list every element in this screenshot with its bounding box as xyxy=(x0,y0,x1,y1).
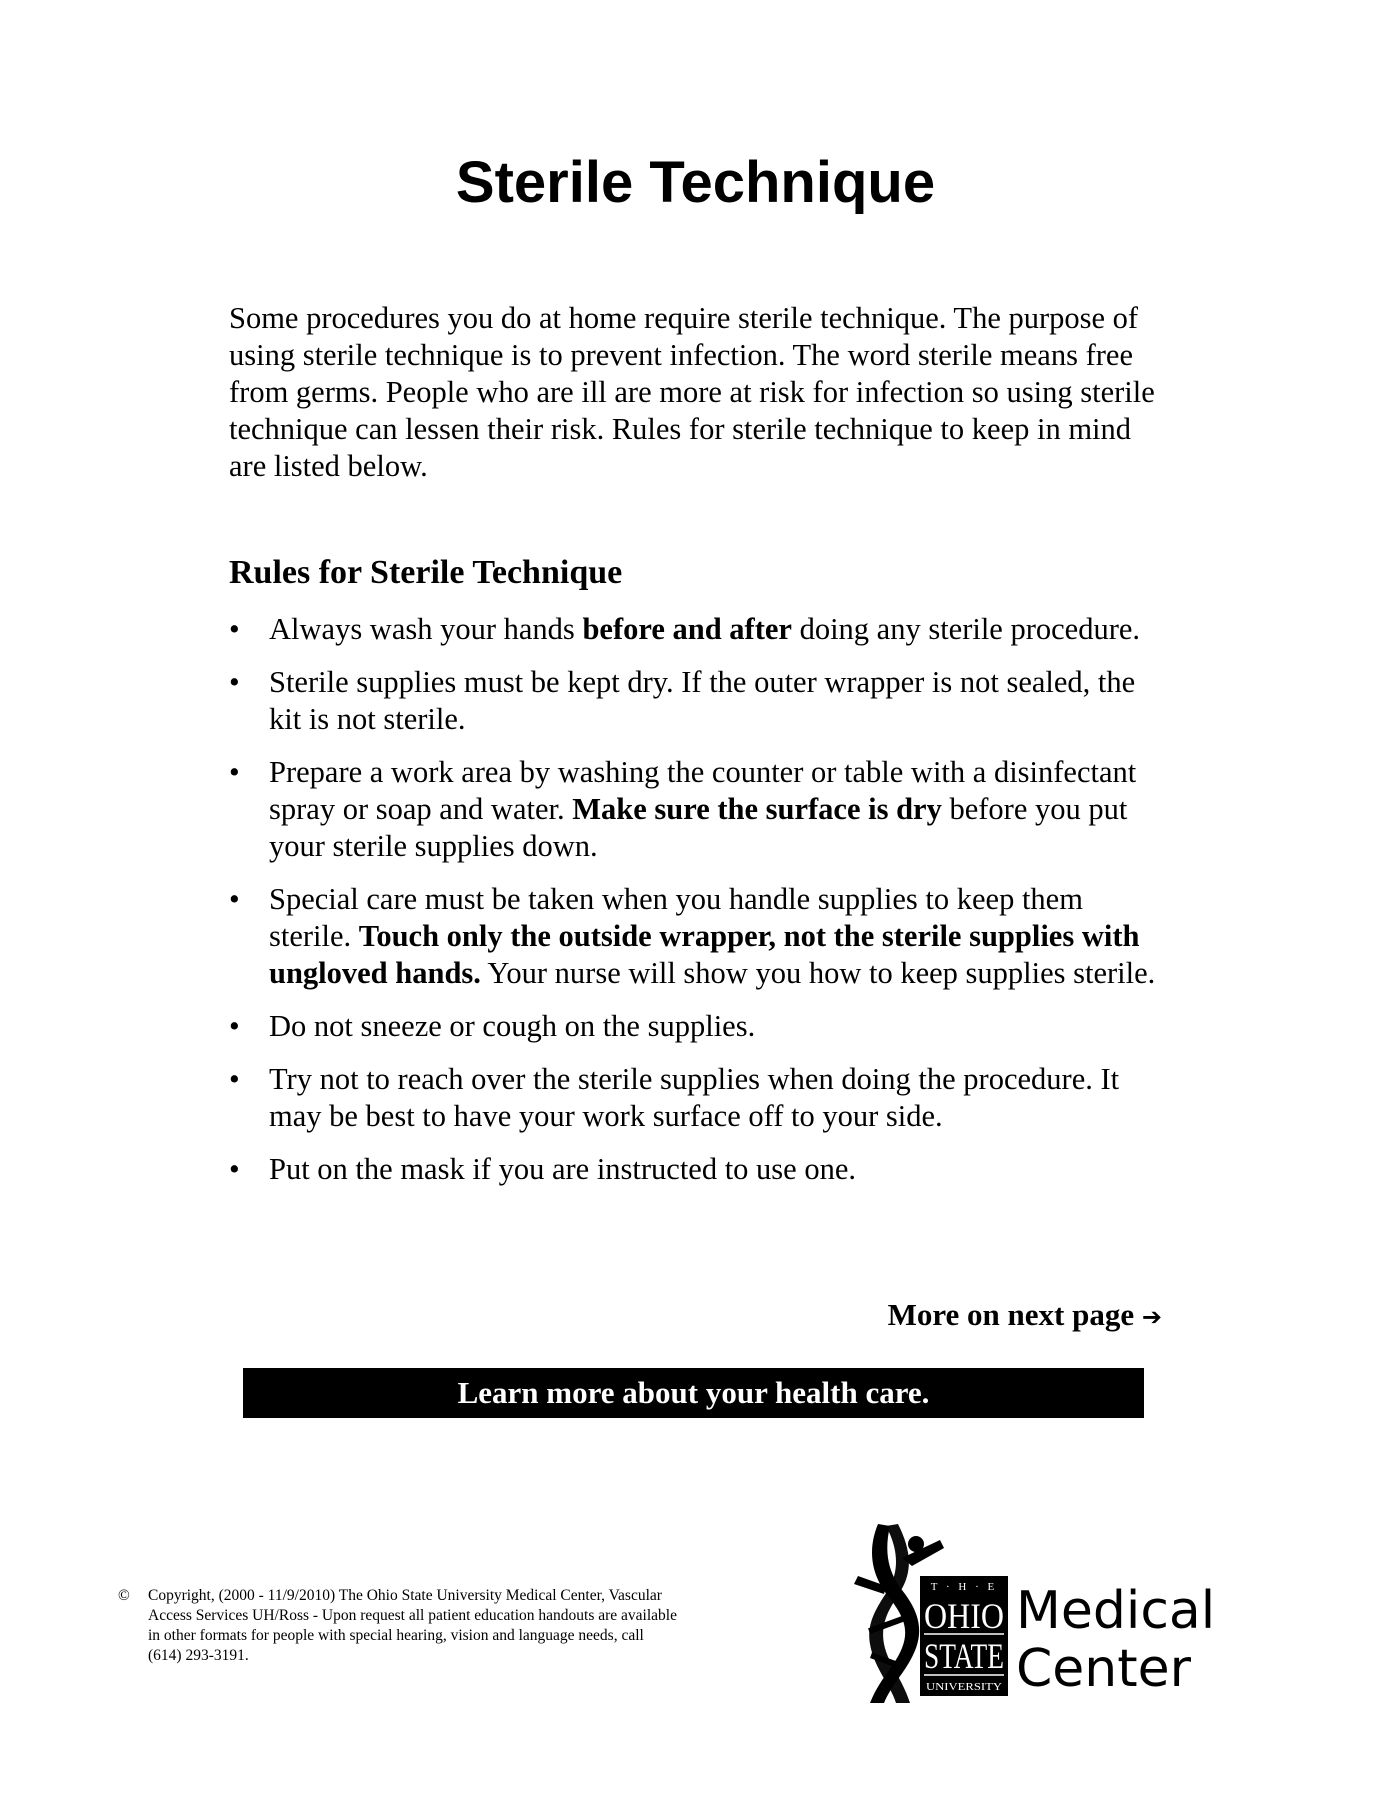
rule-emphasis: Make sure the surface is dry xyxy=(572,792,942,826)
bullet-icon: • xyxy=(229,665,240,699)
rule-item xyxy=(229,1008,1169,1045)
rule-text: Prepare a work area by washing the counter or table with a disinfectant spray or soap and water. xyxy=(269,755,1137,826)
learn-more-banner: Learn more about your health care. xyxy=(243,1368,1144,1418)
intro-paragraph: Some procedures you do at home require sterile technique. The purpose of using sterile technique is to prevent infection. The word sterile means free from germs. People who are ill are more at risk for infection so using sterile technique can lessen their risk. Rules for sterile technique to keep in mind are listed below. xyxy=(229,301,1155,483)
bullet-icon: • xyxy=(229,612,240,646)
rule-text: doing any sterile procedure. xyxy=(791,612,1141,646)
logo-university: UNIVERSITY xyxy=(926,1681,1003,1693)
rule-text: Try not to reach over the sterile supplies when doing the procedure. It may be best to have your work surface off to your side. xyxy=(269,1062,1120,1133)
osu-medical-center-logo xyxy=(840,1518,1240,1708)
rule-item xyxy=(229,1061,1169,1135)
rule-emphasis: before and after xyxy=(582,612,792,646)
rule-text: before you put your sterile supplies down. xyxy=(269,792,1128,863)
logo-center: Center xyxy=(1016,1639,1192,1699)
logo-state: STATE xyxy=(924,1636,1004,1676)
rule-text: Special care must be taken when you handle supplies to keep them sterile. xyxy=(269,882,1083,953)
rule-text: Your nurse will show you how to keep supplies sterile. xyxy=(480,956,1156,990)
bullet-icon: • xyxy=(229,1009,240,1043)
more-on-next-page xyxy=(888,1295,1162,1337)
bullet-icon: • xyxy=(229,755,240,789)
rule-item xyxy=(229,881,1169,992)
copyright-text: Copyright, (2000 - 11/9/2010) The Ohio State University Medical Center, Vascular Access Services UH/Ross - Upon request all patient education handouts are available in other formats for people with special hearing, vision and language needs, call (614) 293-3191. xyxy=(148,1587,677,1664)
rule-text: Put on the mask if you are instructed to use one. xyxy=(269,1152,857,1186)
rule-item xyxy=(229,754,1169,865)
rule-item xyxy=(229,611,1169,648)
rule-emphasis: Touch only the outside wrapper, not the sterile supplies with ungloved hands. xyxy=(269,919,1140,990)
rules-list xyxy=(229,611,1169,1204)
copyright-notice xyxy=(118,1586,678,1666)
rule-text: Always wash your hands xyxy=(269,612,583,646)
copyright-icon: © xyxy=(118,1587,130,1604)
rule-item xyxy=(229,1151,1169,1188)
page-title: Sterile Technique xyxy=(455,150,936,215)
logo-ohio: OHIO xyxy=(924,1596,1004,1636)
bullet-icon: • xyxy=(229,1152,240,1186)
more-label: More on next page xyxy=(887,1297,1135,1332)
bullet-icon: • xyxy=(229,1062,240,1096)
arrow-right-icon: ➔ xyxy=(1141,1303,1162,1331)
logo-medical: Medical xyxy=(1016,1581,1216,1641)
rule-text: Do not sneeze or cough on the supplies. xyxy=(269,1009,756,1043)
osu-wordmark xyxy=(920,1576,1008,1696)
rule-text: Sterile supplies must be kept dry. If the outer wrapper is not sealed, the kit is not sterile. xyxy=(269,665,1136,736)
rules-heading: Rules for Sterile Technique xyxy=(229,554,623,591)
rule-item xyxy=(229,664,1169,738)
bullet-icon: • xyxy=(229,882,240,916)
logo-the: T · H · E xyxy=(930,1581,998,1593)
